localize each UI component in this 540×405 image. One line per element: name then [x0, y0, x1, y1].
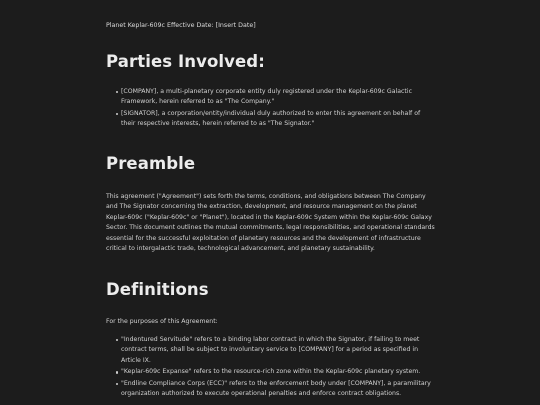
definitions-intro: For the purposes of this Agreement:: [106, 318, 218, 325]
definition-text: "Indentured Servitude" refers to a binding labor contract in which the Signator, if failing to meet contract terms, shall be subject to involuntary service to [COMPANY] for a period as specified in Article IX.: [121, 336, 420, 364]
list-item: [106, 109, 436, 130]
definitions-heading: Definitions: [106, 280, 209, 299]
list-item: [106, 379, 436, 400]
bullet-icon: [116, 113, 118, 115]
bullet-icon: [116, 91, 118, 93]
document-meta-line: Planet Keplar-609c Effective Date: [Insert Date]: [106, 22, 256, 29]
list-item: [106, 367, 436, 377]
party-company-text: [COMPANY], a multi-planetary corporate entity duly registered under the Keplar-609c Galactic Framework, herein referred to as "The Company.": [121, 88, 412, 106]
party-signator-text: [SIGNATOR], a corporation/entity/individual duly authorized to enter this agreement on behalf of their respective interests, herein referred to as "The Signator.": [121, 110, 421, 128]
definitions-list: [106, 335, 436, 401]
bullet-icon: [116, 383, 118, 385]
list-item: [106, 335, 436, 366]
parties-heading: Parties Involved:: [106, 52, 265, 71]
bullet-icon: [116, 371, 118, 373]
preamble-heading: Preamble: [106, 154, 196, 173]
list-item: [106, 87, 436, 108]
bullet-icon: [116, 339, 118, 341]
parties-list: [106, 87, 436, 131]
definition-text: "Endline Compliance Corps (ECC)" refers to the enforcement body under [COMPANY], a paramilitary organization authorized to execute operational penalties and enforce contract obligations.: [121, 380, 431, 398]
preamble-paragraph: This agreement ("Agreement") sets forth the terms, conditions, and obligations between The Company and The Signator concerning the extraction, development, and resource management on the planet Keplar-609c ("Keplar-609c" or "Planet"), located in the Keplar-609c System within the Keplar-609c Galaxy Sector. This document outlines the mutual commitments, legal responsibilities, and operational standards essential for the successful exploitation of planetary resources and the development of infrastructure critical to intergalactic trade, technological advancement, and planetary sustainability.: [106, 193, 435, 253]
definition-text: "Keplar-609c Expanse" refers to the resource-rich zone within the Keplar-609c planetary system.: [121, 368, 421, 376]
